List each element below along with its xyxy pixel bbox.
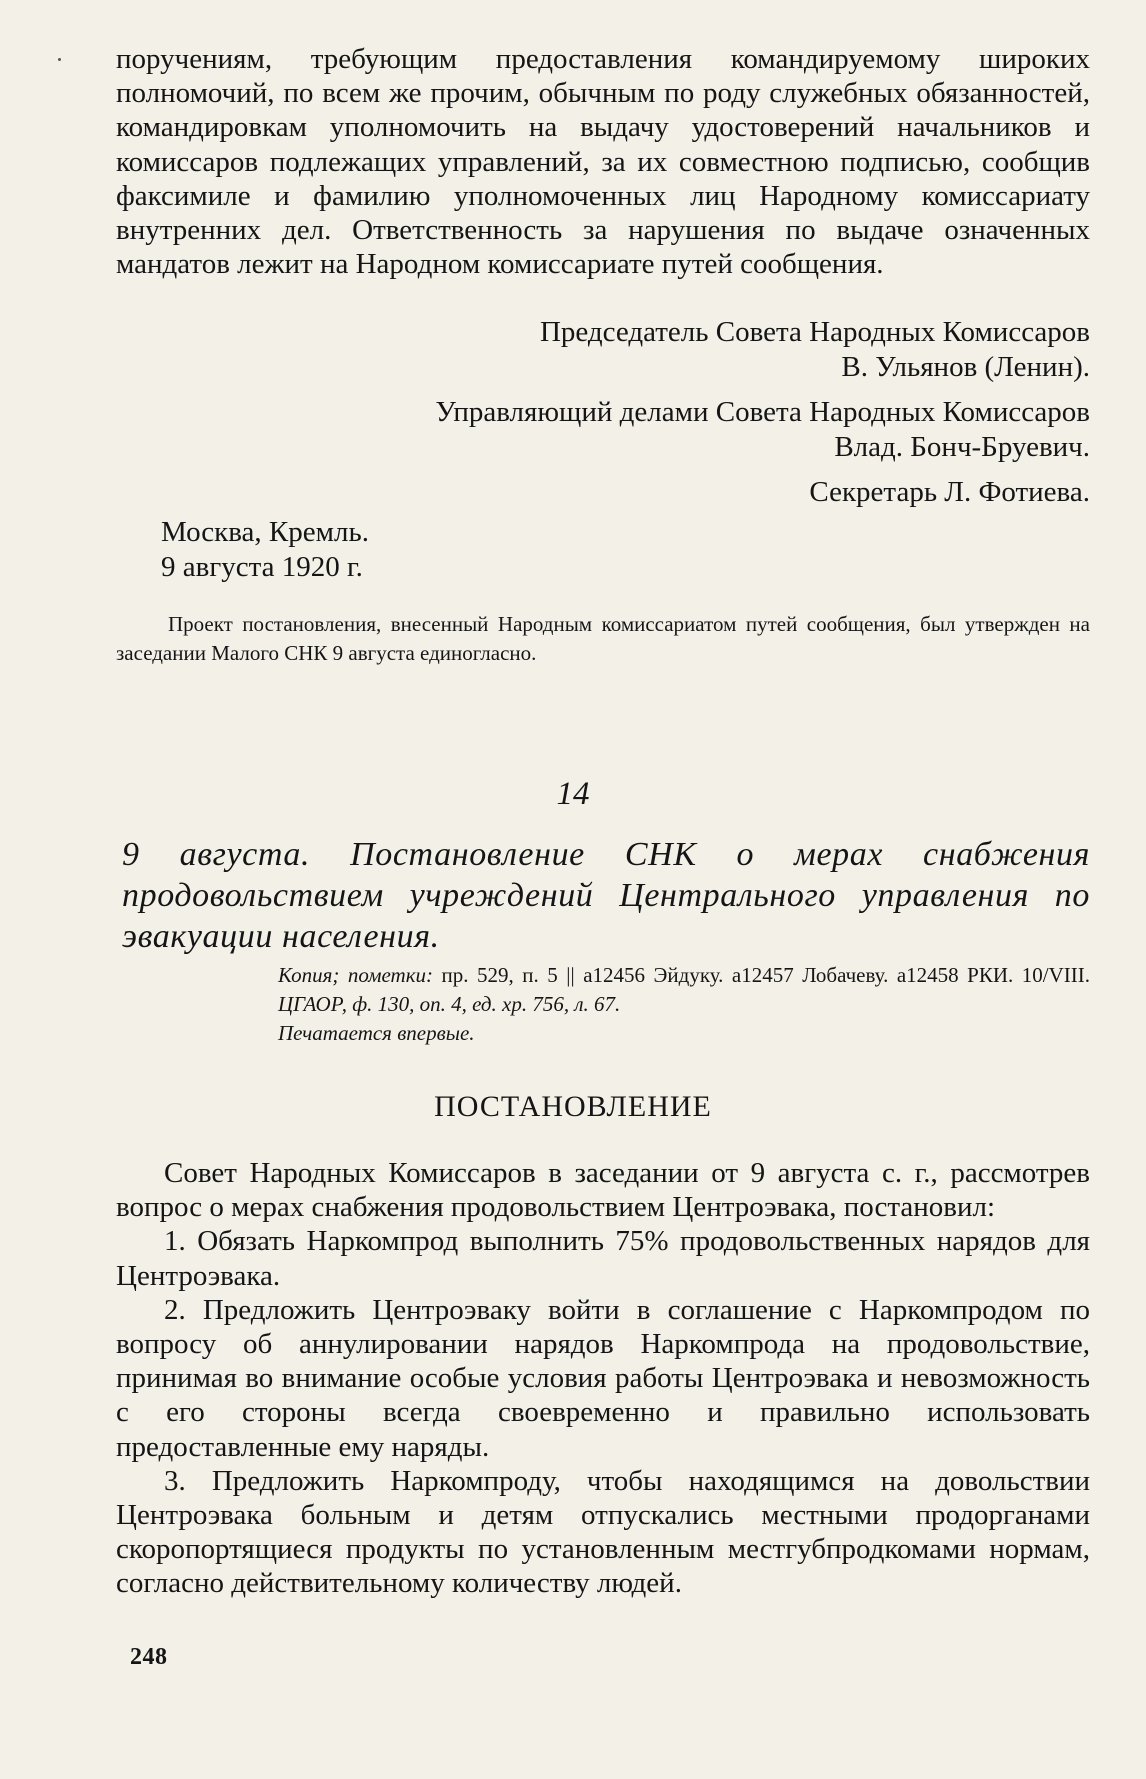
manager-name: Влад. Бонч-Бруевич.	[834, 430, 1090, 463]
continued-paragraph-block	[116, 42, 1090, 281]
manager-signature-block	[116, 395, 1090, 464]
resolution-heading: ПОСТАНОВЛЕНИЕ	[434, 1090, 712, 1123]
first-print-note: Печатается впервые.	[278, 1021, 475, 1045]
place-date-block	[116, 515, 1090, 585]
secretary-name: Секретарь Л. Фотиева.	[809, 476, 1090, 508]
chair-name: В. Ульянов (Ленин).	[841, 350, 1090, 383]
place: Москва, Кремль.	[161, 516, 369, 548]
resolution-item: 3. Предложить Наркомпроду, чтобы находящимся на довольствии Центроэвака больным и детям отпускались местными продорганами скоропортящиеся продукты по установленным местгубпродкомами нормам, согласно действительному количеству людей.	[116, 1464, 1090, 1600]
editorial-note-block	[116, 610, 1090, 668]
copy-label: Копия; пометки:	[278, 963, 434, 987]
secretary-signature-block	[116, 475, 1090, 510]
scan-speck	[58, 58, 61, 61]
archive-reference	[278, 961, 1090, 1048]
chair-title: Председатель Совета Народных Комиссаров	[539, 316, 1090, 348]
document-number: 14	[556, 776, 590, 812]
document-title: 9 августа. Постановление СНК о мерах снабжения продовольствием учреждений Центрального управления по эвакуации населения.	[122, 836, 1090, 955]
archive-location: ЦГАОР, ф. 130, оп. 4, ед. хр. 756, л. 67.	[278, 992, 621, 1016]
preamble: Совет Народных Комиссаров в заседании от 9 августа с. г., рассмотрев вопрос о мерах снабжения продовольствием Центроэвака, постановил:	[116, 1157, 1090, 1224]
continued-paragraph: поручениям, требующим предоставления командируемому широких полномочий, по всем же прочим, обычным по роду служебных обязанностей, командировкам уполномочить на выдачу удостоверений начальников и комиссаров подлежащих управлений, за их совместною подписью, сообщив факсимиле и фамилию уполномоченных лиц Народному комиссариату внутренних дел. Ответственность за нарушения по выдаче означенных мандатов лежит на Народном комиссариате путей сообщения.	[116, 43, 1090, 281]
manager-title: Управляющий делами Совета Народных Комиссаров	[435, 396, 1090, 428]
resolution-body	[116, 1156, 1090, 1601]
resolution-item: 1. Обязать Наркомпрод выполнить 75% продовольственных нарядов для Центроэвака.	[116, 1225, 1090, 1292]
page-number: 248	[130, 1644, 168, 1670]
date: 9 августа 1920 г.	[161, 551, 363, 583]
archive-marks: пр. 529, п. 5 || а12456 Эйдуку. а12457 Лобачеву. а12458 РКИ. 10/VIII.	[433, 963, 1090, 987]
signature-block	[116, 315, 1090, 384]
document-title-block	[116, 834, 1090, 957]
editorial-note: Проект постановления, внесенный Народным комиссариатом путей сообщения, был утвержден на заседании Малого СНК 9 августа единогласно.	[116, 612, 1090, 665]
resolution-item: 2. Предложить Центроэваку войти в соглашение с Наркомпродом по вопросу об аннулировании нарядов Наркомпрода на продовольствие, принимая во внимание особые условия работы Центроэвака и невозможность с его стороны всегда своевременно и правильно использовать предоставленные ему наряды.	[116, 1293, 1090, 1463]
